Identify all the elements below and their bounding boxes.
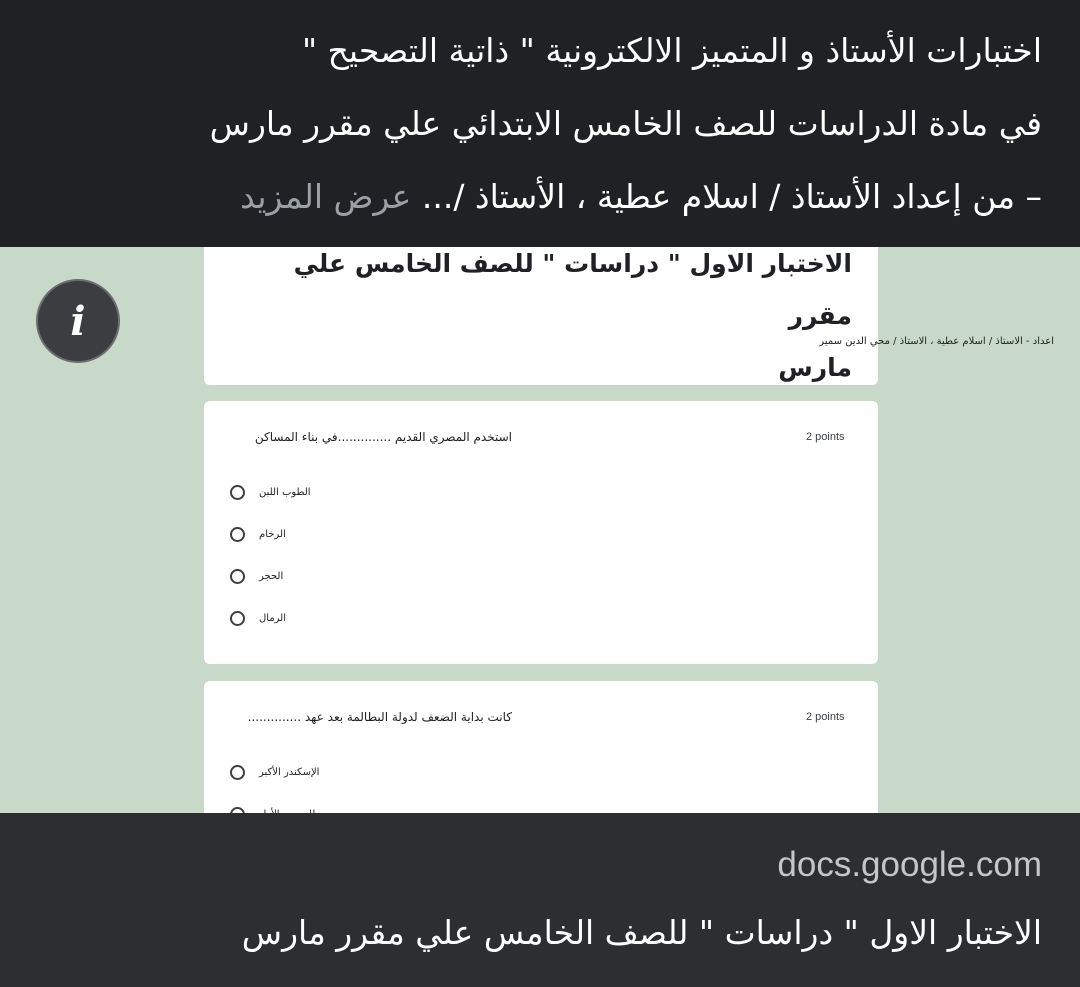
form-authors: اعداد - الاستاذ / اسلام عطية ، الاستاذ / محي الدين سمير [819, 336, 1054, 347]
question-text: استخدم المصري القديم ..............في بناء المساكن [254, 430, 512, 444]
option-label: الطوب اللبن [259, 486, 311, 498]
description-banner[interactable] [0, 0, 1080, 247]
option-3[interactable] [230, 565, 283, 587]
radio-button[interactable] [230, 485, 245, 500]
option-1[interactable] [230, 761, 319, 783]
option-2[interactable] [230, 523, 286, 545]
question-card-1 [204, 401, 878, 664]
radio-button[interactable] [230, 527, 245, 542]
question-points: 2 points [806, 431, 845, 443]
form-title: الاختبار الاول " دراسات " للصف الخامس علي مقرر مارس [293, 249, 852, 382]
description-line: اختبارات الأستاذ و المتميز الالكترونية " ذاتية التصحيح " [301, 31, 1042, 70]
show-more-link[interactable]: عرض المزيد [240, 177, 412, 216]
radio-button[interactable] [230, 765, 245, 780]
question-points: 2 points [806, 711, 845, 723]
option-4[interactable] [230, 607, 286, 629]
option-label: الإسكندر الأكبر [259, 766, 320, 778]
option-label: الرمال [259, 612, 287, 624]
link-preview-footer[interactable] [0, 813, 1080, 987]
option-label: الرخام [259, 528, 286, 540]
radio-button[interactable] [230, 569, 245, 584]
description-line: – من إعداد الأستاذ / اسلام عطية ، الأستاذ /... عرض المزيد [240, 177, 1042, 216]
description-line: في مادة الدراسات للصف الخامس الابتدائي علي مقرر مارس [209, 104, 1042, 143]
source-domain: docs.google.com [777, 845, 1042, 884]
radio-button[interactable] [230, 611, 245, 626]
option-1[interactable] [230, 481, 311, 503]
info-button[interactable] [36, 279, 120, 363]
link-title[interactable]: الاختبار الاول " دراسات " للصف الخامس علي مقرر مارس [241, 913, 1042, 952]
option-label: الحجر [259, 570, 284, 582]
question-text: كانت بداية الضعف لدولة البطالمة بعد عهد .............. [247, 710, 512, 724]
info-icon: i [70, 297, 86, 345]
